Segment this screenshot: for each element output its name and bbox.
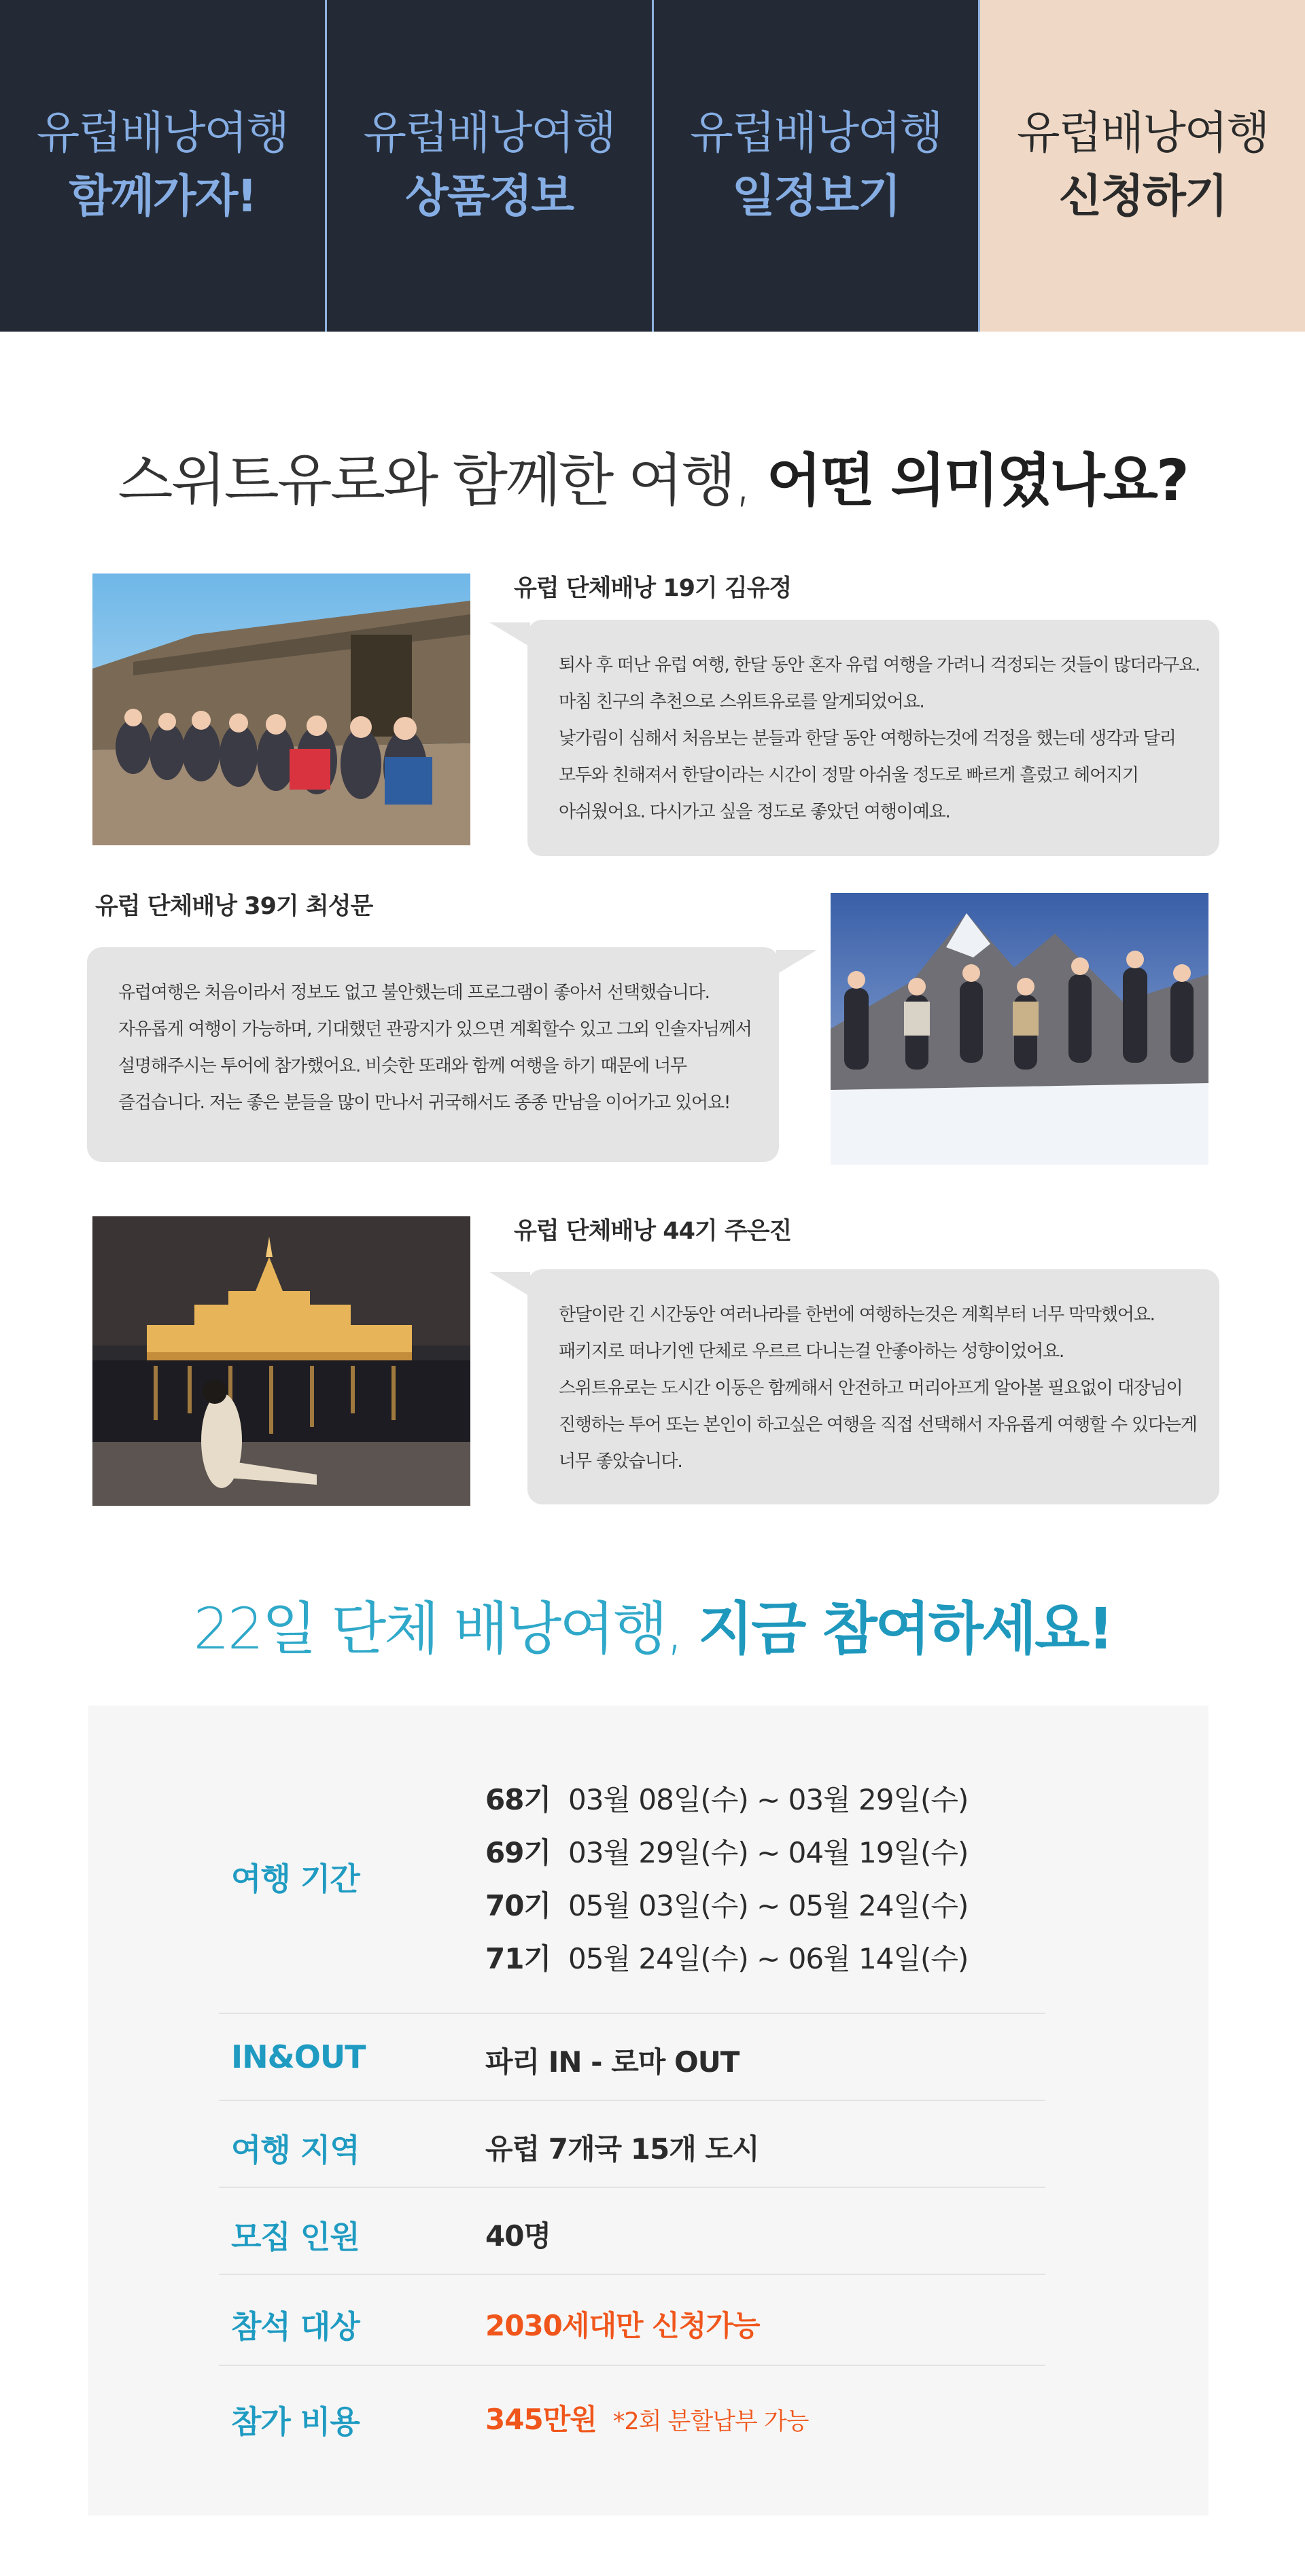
period-gen: 69기 [485, 1836, 551, 1869]
cost-value: 345만원 [485, 2403, 597, 2436]
review-photo-group-sitting [92, 574, 470, 845]
info-row-inout [219, 2014, 1045, 2101]
tab-together[interactable] [0, 0, 327, 332]
reviews-title-light: 스위트유로와 함께한 여행, [118, 447, 767, 514]
review-3-bubble [527, 1269, 1219, 1504]
info-title-bold: 지금 참여하세요! [698, 1595, 1112, 1662]
tab-product-info[interactable] [327, 0, 654, 332]
review-3-line: 한달이란 긴 시간동안 여러나라를 한번에 여행하는것은 계획부터 너무 막막했어요. [559, 1305, 1155, 1325]
period-gen: 71기 [485, 1942, 551, 1975]
period-item [485, 1827, 968, 1880]
target-label: 참석 대상 [231, 2308, 360, 2345]
period-range: 05월 03일(수) ~ 05월 24일(수) [568, 1889, 969, 1922]
tab-schedule-line1: 유럽배낭여행 [690, 107, 942, 159]
review-1-bubble [527, 620, 1219, 856]
period-item [485, 1880, 968, 1933]
review-photo-snow-jump [831, 893, 1208, 1165]
review-1-line: 모두와 친해져서 한달이라는 시간이 정말 아쉬울 정도로 빠르게 흘렀고 헤어지기 [559, 765, 1138, 786]
tab-apply[interactable] [980, 0, 1305, 332]
info-table [88, 1706, 1208, 2516]
info-row-cost [219, 2366, 1045, 2464]
tab-schedule-line2: 일정보기 [731, 170, 900, 222]
reviews-title-bold: 어떤 의미였나요? [766, 447, 1187, 514]
top-nav [0, 0, 1305, 332]
capacity-value: 40명 [485, 2219, 551, 2253]
period-item [485, 1774, 968, 1827]
review-3-line: 진행하는 투어 또는 본인이 하고싶은 여행을 직접 선택해서 자유롭게 여행할 수 있다는게 [559, 1415, 1197, 1435]
info-row-target [219, 2275, 1045, 2366]
review-3-line: 너무 좋았습니다. [559, 1451, 682, 1472]
info-title-light: 22일 단체 배낭여행, [193, 1595, 699, 1662]
review-2-line: 즐겁습니다. 저는 좋은 분들을 많이 만나서 귀국해서도 종종 만남을 이어가고 있어요! [118, 1093, 731, 1113]
review-3-line: 스위트유로는 도시간 이동은 함께해서 안전하고 머리아프게 알아볼 필요없이 대장님이 [559, 1378, 1183, 1398]
info-title [0, 1583, 1305, 1665]
period-range: 05월 24일(수) ~ 06월 14일(수) [568, 1942, 969, 1975]
period-range: 03월 29일(수) ~ 04월 19일(수) [568, 1836, 969, 1869]
tab-together-line2: 함께가자! [69, 170, 256, 222]
review-3-name: 유럽 단체배낭 44기 주은진 [514, 1218, 792, 1245]
capacity-label: 모집 인원 [231, 2219, 360, 2255]
inout-value: 파리 IN - 로마 OUT [485, 2045, 740, 2079]
review-2-line: 자유롭게 여행이 가능하며, 기대했던 관광지가 있으면 계획할수 있고 그외 인솔자님께서 [118, 1019, 752, 1040]
info-row-region [219, 2101, 1045, 2188]
tab-product-info-line2: 상품정보 [405, 170, 574, 222]
review-1-line: 퇴사 후 떠난 유럽 여행, 한달 동안 혼자 유럽 여행을 가려니 걱정되는 것들이 많더라구요. [559, 655, 1200, 675]
review-1-line: 마침 친구의 추천으로 스위트유로를 알게되었어요. [559, 692, 924, 712]
review-3-line: 패키지로 떠나기엔 단체로 우르르 다니는걸 안좋아하는 성향이었어요. [559, 1341, 1064, 1362]
inout-label: IN&OUT [231, 2039, 366, 2075]
region-value: 유럽 7개국 15개 도시 [485, 2132, 759, 2166]
period-label: 여행 기간 [231, 1860, 360, 1897]
period-gen: 70기 [485, 1889, 551, 1922]
review-1-line: 아쉬웠어요. 다시가고 싶을 정도로 좋았던 여행이예요. [559, 802, 950, 822]
period-range: 03월 08일(수) ~ 03월 29일(수) [568, 1783, 969, 1816]
tab-apply-line1: 유럽배낭여행 [1016, 107, 1269, 159]
tab-schedule[interactable] [654, 0, 981, 332]
review-2-line: 설명해주시는 투어에 참가했어요. 비슷한 또래와 함께 여행을 하기 때문에 너무 [118, 1056, 686, 1076]
info-row-capacity [219, 2188, 1045, 2275]
target-value: 2030세대만 신청가능 [485, 2309, 760, 2342]
tab-together-line1: 유럽배낭여행 [36, 107, 289, 159]
reviews-title [0, 435, 1305, 517]
period-list [485, 1774, 968, 1986]
info-row-period [219, 1756, 1045, 2014]
region-label: 여행 지역 [231, 2132, 360, 2168]
cost-label: 참가 비용 [231, 2403, 360, 2440]
review-1-line: 낯가림이 심해서 처음보는 분들과 한달 동안 여행하는것에 걱정을 했는데 생각과 달리 [559, 728, 1176, 749]
cost-note: *2회 분할납부 가능 [612, 2408, 809, 2435]
period-gen: 68기 [485, 1783, 551, 1816]
period-item [485, 1933, 968, 1986]
review-1-name: 유럽 단체배낭 19기 김유정 [514, 575, 792, 602]
review-photo-budapest-night [92, 1216, 470, 1506]
tab-product-info-line1: 유럽배낭여행 [363, 107, 615, 159]
review-2-bubble [87, 947, 779, 1162]
tab-apply-line2: 신청하기 [1058, 170, 1227, 222]
review-2-line: 유럽여행은 처음이라서 정보도 없고 불안했는데 프로그램이 좋아서 선택했습니다. [118, 983, 710, 1003]
cost-value-wrap [485, 2397, 809, 2438]
review-2-name: 유럽 단체배낭 39기 최성문 [95, 893, 373, 920]
